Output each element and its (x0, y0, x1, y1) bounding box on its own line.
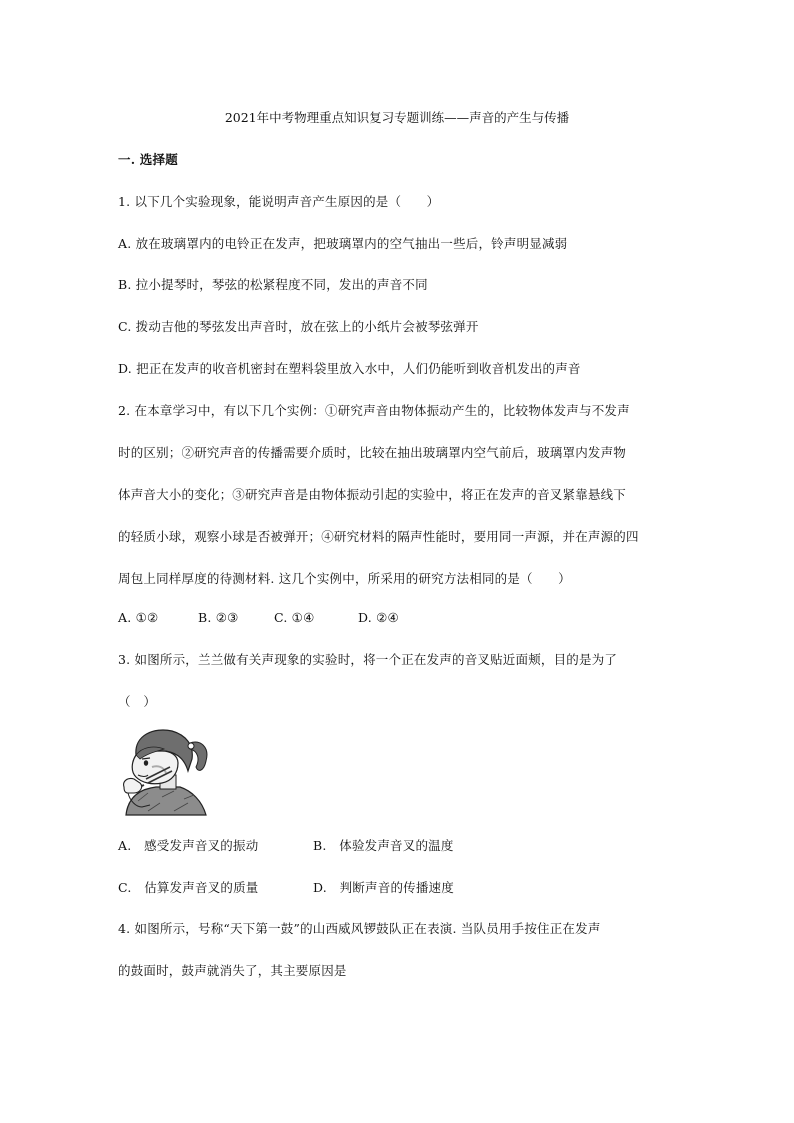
q4-line-1: 4. 如图所示，号称“天下第一鼓”的山西威风锣鼓队正在表演. 当队员用手按住正在发声 (118, 921, 601, 936)
q2-line-2: 时的区别；②研究声音的传播需要介质时，比较在抽出玻璃罩内空气前后，玻璃罩内发声物 (118, 445, 627, 460)
q1-stem: 1. 以下几个实验现象，能说明声音产生原因的是（ ） (118, 194, 440, 209)
girl-tuning-fork-figure (118, 727, 214, 817)
q3-options-row-1 (118, 838, 454, 854)
q3-line-2: （ ） (118, 694, 157, 709)
q3-option-c: C. 估算发声音叉的质量 (118, 880, 259, 895)
q3-line-1: 3. 如图所示，兰兰做有关声现象的实验时，将一个正在发声的音叉贴近面颊，目的是为了 (118, 652, 618, 667)
q4-line-2: 的鼓面时，鼓声就消失了，其主要原因是 (118, 963, 347, 978)
q2-line-4: 的轻质小球，观察小球是否被弹开；④研究材料的隔声性能时，要用同一声源，并在声源的四 (118, 529, 639, 544)
section-heading: 一. 选择题 (118, 152, 178, 167)
q2-option-c: C. ①④ (274, 610, 315, 625)
page-title: 2021年中考物理重点知识复习专题训练——声音的产生与传播 (224, 110, 570, 125)
q2-option-a: A. ①② (118, 610, 159, 625)
q2-options (118, 610, 399, 626)
q3-option-d: D. 判断声音的传播速度 (313, 880, 454, 895)
q1-option-a: A. 放在玻璃罩内的电铃正在发声，把玻璃罩内的空气抽出一些后，铃声明显减弱 (118, 236, 568, 251)
q2-option-b: B. ②③ (198, 610, 239, 625)
q1-option-c: C. 拨动吉他的琴弦发出声音时，放在弦上的小纸片会被琴弦弹开 (118, 319, 479, 334)
q2-option-d: D. ②④ (358, 610, 399, 625)
q1-option-d: D. 把正在发声的收音机密封在塑料袋里放入水中，人们仍能听到收音机发出的声音 (118, 361, 581, 376)
q2-line-3: 体声音大小的变化；③研究声音是由物体振动引起的实验中，将正在发声的音叉紧靠悬线下 (118, 487, 627, 502)
q1-option-b: B. 拉小提琴时，琴弦的松紧程度不同，发出的声音不同 (118, 277, 428, 292)
q3-option-a: A. 感受发声音叉的振动 (118, 838, 259, 853)
q2-line-5: 周包上同样厚度的待测材料. 这几个实例中，所采用的研究方法相同的是（ ） (118, 571, 571, 586)
girl-tuning-fork-illustration (118, 727, 214, 817)
q3-options-row-2 (118, 880, 454, 896)
q2-line-1: 2. 在本章学习中，有以下几个实例：①研究声音由物体振动产生的，比较物体发声与不发声 (118, 403, 630, 418)
q3-option-b: B. 体验发声音叉的温度 (313, 838, 454, 853)
